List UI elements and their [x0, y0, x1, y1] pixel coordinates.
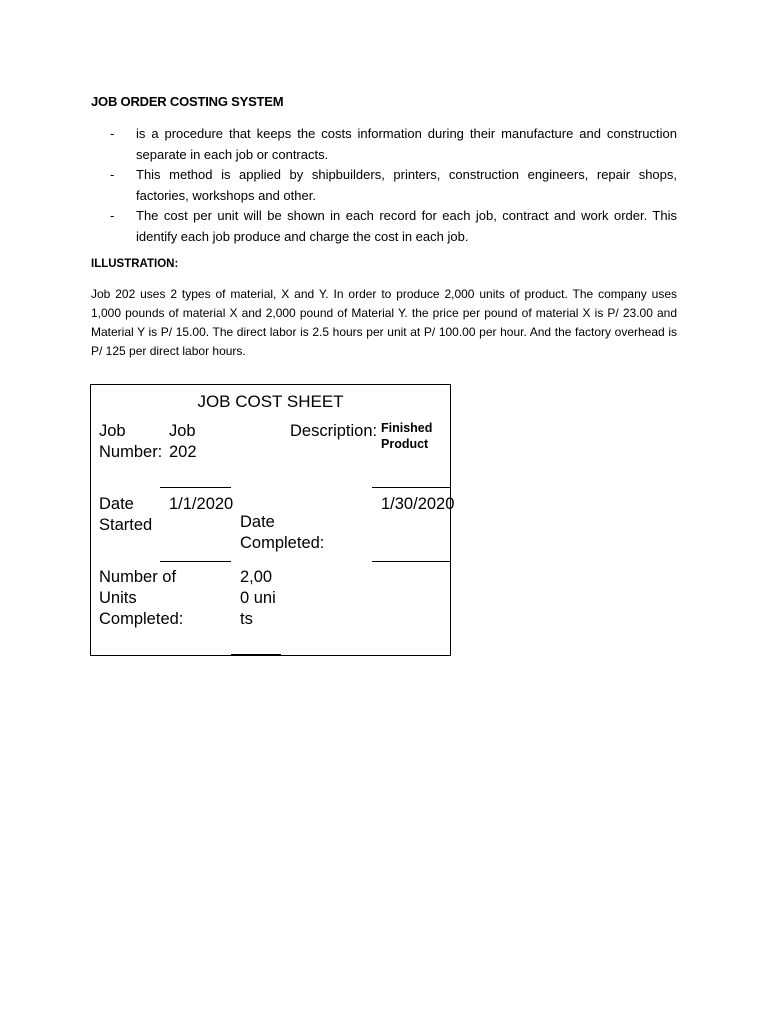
job-number-underline [160, 487, 231, 488]
bullet-marker: - [110, 126, 115, 141]
job-cost-sheet [90, 384, 455, 656]
units-completed-label: Number of Units Completed: [99, 568, 184, 628]
bullet-text: is a procedure that keeps the costs information during their manufacture and construction separate in each job or contracts. [136, 126, 677, 162]
bullet-item [110, 165, 677, 206]
job-cost-sheet-title: JOB COST SHEET [197, 392, 344, 411]
date-started-value: 1/1/2020 [169, 495, 234, 513]
job-number-value: Job 202 [169, 422, 197, 461]
date-started-underline [160, 561, 231, 562]
illustration-label: ILLUSTRATION: [91, 258, 179, 270]
units-completed-underline [231, 654, 281, 655]
units-completed-value: 2,000 units [240, 568, 276, 628]
date-completed-value: 1/30/2020 [381, 495, 455, 513]
date-completed-underline [372, 561, 450, 562]
bullet-item [110, 124, 677, 165]
bullet-marker: - [110, 167, 115, 182]
description-label: Description: [290, 422, 378, 440]
bullet-text: The cost per unit will be shown in each record for each job, contract and work order. This identify each job produce and charge the cost in each job. [136, 208, 677, 244]
bullet-text: This method is applied by shipbuilders, printers, construction engineers, repair shops, factories, workshops and other. [136, 167, 677, 203]
date-completed-label: Date Completed: [240, 513, 325, 552]
bullet-marker: - [110, 208, 115, 223]
bullet-item [110, 206, 677, 247]
page-title: JOB ORDER COSTING SYSTEM [91, 94, 284, 109]
description-underline [372, 487, 450, 488]
date-started-label: Date Started [99, 495, 153, 534]
description-value: Finished Product [381, 421, 433, 451]
bullet-list [110, 124, 677, 247]
job-number-label: Job Number: [99, 422, 163, 461]
illustration-paragraph: Job 202 uses 2 types of material, X and Y. In order to produce 2,000 units of product. The company uses 1,000 pounds of material X and 2,000 pound of Material Y. the price per pound of material X is P/ 23.00 and Material Y is P/ 15.00. The direct labor is 2.5 hours per unit at P/ 100.00 per hour. And the factory overhead is P/ 125 per direct labor hours. [91, 287, 677, 358]
